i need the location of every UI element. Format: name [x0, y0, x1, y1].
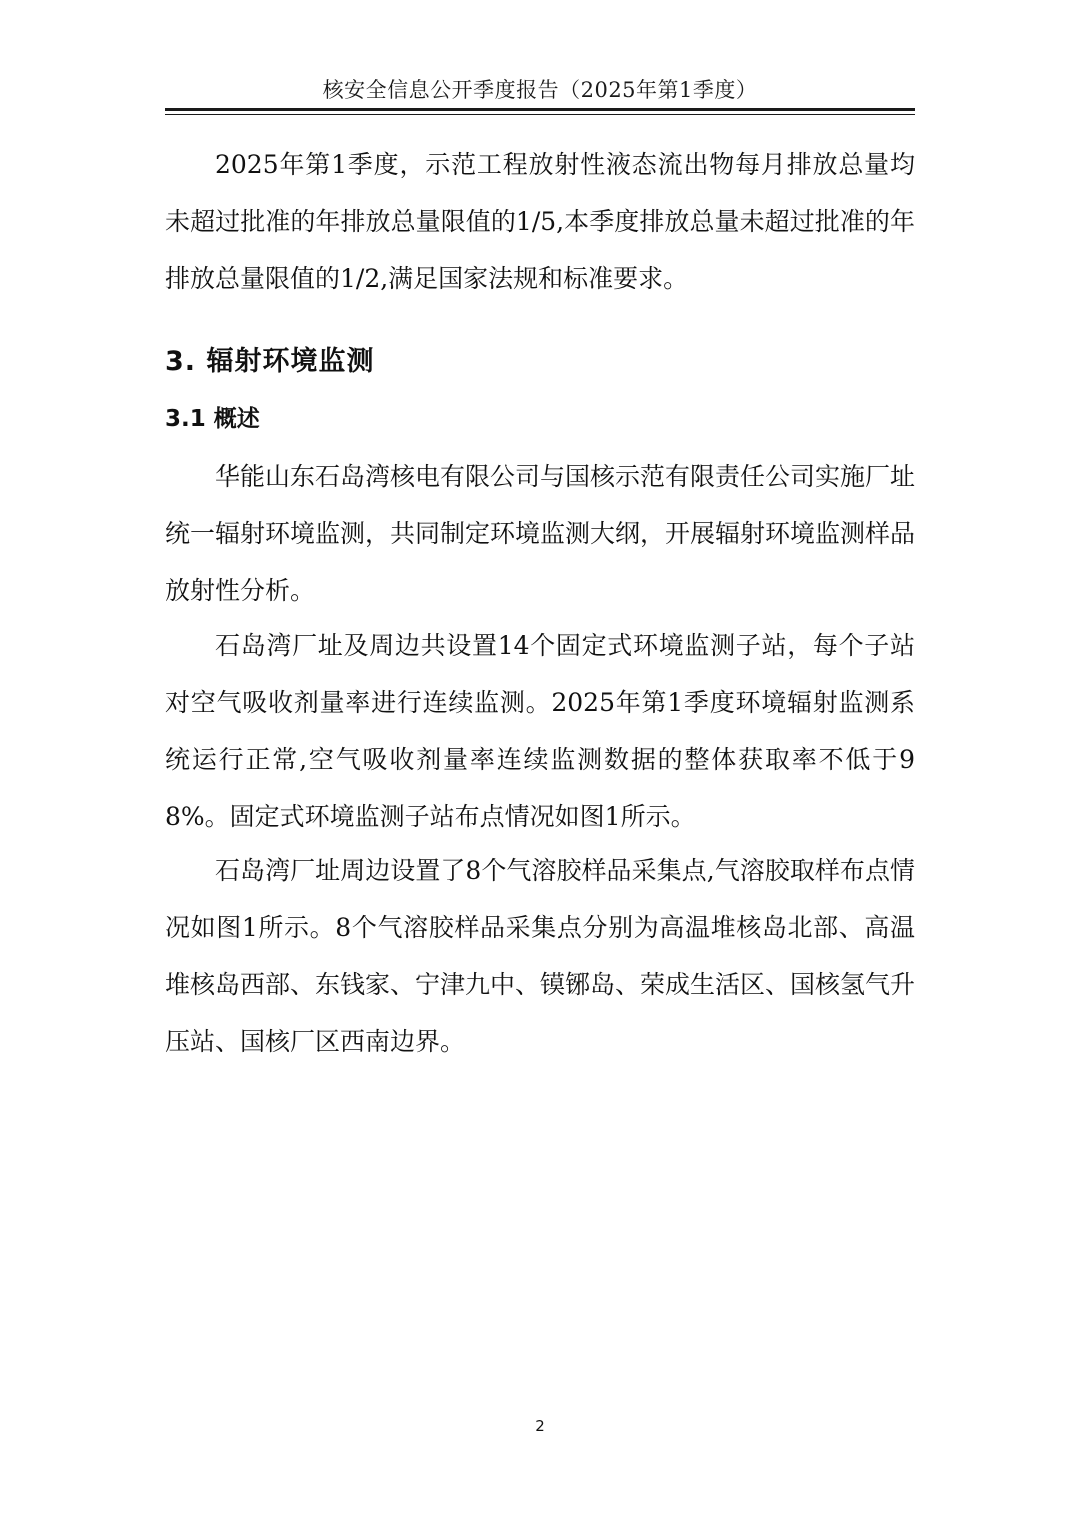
paragraph-monitoring-stations: 石岛湾厂址及周边共设置14个固定式环境监测子站，每个子站对空气吸收剂量率进行连续监测。2025年第1季度环境辐射监测系统运行正常,空气吸收剂量率连续监测数据的整体获取率不低于98%。固定式环境监测子站布点情况如图1所示。 [165, 631, 915, 831]
intro-paragraph: 2025年第1季度，示范工程放射性液态流出物每月排放总量均未超过批准的年排放总量限值的1/5,本季度排放总量未超过批准的年排放总量限值的1/2,满足国家法规和标准要求。 [165, 150, 915, 293]
paragraph-aerosol-sampling: 石岛湾厂址周边设置了8个气溶胶样品采集点,气溶胶取样布点情况如图1所示。8个气溶胶样品采集点分别为高温堆核岛北部、高温堆核岛西部、东钱家、宁津九中、镆铘岛、荣成生活区、国核氢气升压站、国核厂区西南边界。 [165, 856, 916, 1056]
running-header: 核安全信息公开季度报告（2025年第1季度） [322, 78, 758, 102]
page-number: 2 [535, 1417, 545, 1435]
subsection-title: 3.1 概述 [165, 406, 260, 432]
paragraph-joint-monitoring: 华能山东石岛湾核电有限公司与国核示范有限责任公司实施厂址统一辐射环境监测，共同制定环境监测大纲，开展辐射环境监测样品放射性分析。 [165, 462, 916, 605]
section-title: 3. 辐射环境监测 [165, 346, 375, 377]
header-rule-thin [165, 114, 915, 115]
header-rule-thick [165, 108, 915, 111]
